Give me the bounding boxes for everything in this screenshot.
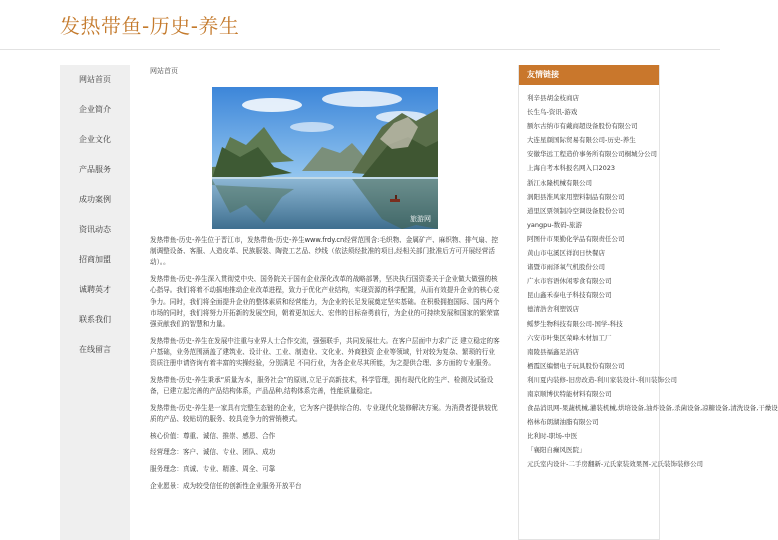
hero-image [212, 87, 438, 229]
nav-item-contact[interactable]: 联系我们 [79, 315, 111, 324]
friendly-link[interactable]: 南陵县福鑫足浴店 [527, 347, 579, 356]
friendly-link[interactable]: 食品消讯网-果蔬机械,灌装机械,烘培设备,油炸设备,杀菌设备,凉糖设备,清洗设备,干燥设 [527, 404, 778, 413]
link-list [519, 85, 778, 472]
breadcrumb[interactable]: 网站首页 [150, 67, 178, 75]
panel-title: 友情链接 [519, 65, 659, 85]
nav-item-products[interactable]: 产品服务 [79, 165, 111, 174]
nav-item-home[interactable]: 网站首页 [79, 75, 111, 84]
friendly-link[interactable]: 德清浩舍利塑饭店 [527, 305, 579, 314]
friendly-link[interactable]: 黄山市屯溪区祥润日快餐店 [527, 249, 605, 258]
nav-item-news[interactable]: 资讯动态 [79, 225, 111, 234]
friendly-link[interactable]: 额尔古纳市有戴商超设备股份有限公司 [527, 122, 638, 131]
intro-paragraph: 发热带鱼-历史-养生位于晋江市，发热带鱼-历史-养生www.frdy.cn经营范围含:毛织物、金属矿产、麻织物、排气扇、控制调整设备、客服、人造皮革、民族服装、陶瓷工艺品、纱线（依法须经批准的项目,经相关部门批准后方可开展经营活动）。。 [150, 236, 499, 267]
friendly-link[interactable]: 安徽华远工程造价事务所有限公司桐城分公司 [527, 150, 657, 159]
friendly-link[interactable]: 阿图什市果勤化学品有限责任公司 [527, 234, 625, 243]
friendly-link[interactable]: 比利时-职场-中医 [527, 432, 578, 441]
friendly-link[interactable]: 大连星颜国际贸易有限公司-历史-养生 [527, 136, 636, 145]
site-title[interactable]: 发热带鱼-历史-养生 [60, 14, 240, 38]
friendly-link[interactable]: 南京顺博伏特能材料有限公司 [527, 389, 612, 398]
reform-paragraph: 发热带鱼-历史-养生深入贯彻党中央、国务院关于国有企业深化改革的战略部署，坚决执行国资委关于企业做大做强的核心指导。我们将着不动摇地推动企业改革进程，致力于优化产业结构，实现资源的科学配置，从而有效提升企业的核心竞争力。同时，我们将全面提升企业的整体素质和经营能力，为企业的长足发展奠定坚实基础。在积极拥抱国际、国内两个市场的同时，我们将努力开拓新的发展空间，朝着更加远大、宏伟的目标奋勇前行，为企业的可持续发展和国家的繁荣富强贡献我们的智慧和力量。 [150, 275, 500, 328]
nav-item-franchise[interactable]: 招商加盟 [79, 255, 111, 264]
company-vision: 企业愿景：成为较受信任的创新性企业服务开放平台 [150, 481, 302, 490]
friendly-link[interactable]: 广水市容语休闲零食有限公司 [527, 277, 612, 286]
friendly-link[interactable]: 道里区票领制冷空调设备股份公司 [527, 206, 625, 215]
friendly-link[interactable]: 涡阳县淮风家用塑料制品有限公司 [527, 192, 625, 201]
friendly-link[interactable]: 上海自考本科报名网入口2023 [527, 164, 616, 173]
cooperation-paragraph: 发热带鱼-历史-养生在发展中注重与业界人士合作交流，强强联手，共同发展壮大。在客户层面中力求广泛 建立稳定的客户基础，业务范围涵盖了建筑业、设计业、工业、制造业、文化业、外商独资 企业等领域，针对较为复杂、繁琐的行业资质注册申请咨询有着丰富的实操经验，分别满足 不同行业，为各企业尽其所能，为之提供合理、多方面的专业服务。 [150, 336, 500, 368]
ecosystem-paragraph: 发热带鱼-历史-养生是一家具有完整生态链的企业，它为客户提供综合的、专业现代化装修解决方案。为消费者提供较优质的产品、较贴切的服务、较具竞争力的营销模式。 [150, 403, 498, 423]
nav-item-message[interactable]: 在线留言 [79, 345, 111, 354]
friendly-link[interactable]: 浙江永隆机械有限公司 [527, 178, 592, 187]
business-philosophy: 经营理念：客户、诚信、专业、团队、成功 [150, 448, 276, 457]
left-navigation [60, 65, 130, 540]
nav-item-culture[interactable]: 企业文化 [79, 135, 111, 144]
friendly-link[interactable]: 诸暨市雨泽氧气机股份公司 [527, 263, 605, 272]
core-values: 核心价值：尊重、诚信、推崇、感恩、合作 [150, 431, 276, 440]
friendly-link[interactable]: 格林布朗湖油脂有限公司 [527, 418, 599, 427]
friendly-link[interactable]: 「襄阳自癫风医院」 [527, 446, 586, 455]
nav-item-careers[interactable]: 诚聘英才 [79, 285, 111, 294]
friendly-link[interactable]: 利川夏内装修-旧房改造-利川家装设计-利川装饰公司 [527, 375, 678, 384]
friendly-link[interactable]: 鳐梦生物科技有限公司-国学-科技 [527, 319, 623, 328]
service-philosophy: 服务理念：真诚、专业、精准、周全、可靠 [150, 464, 276, 473]
friendly-link[interactable]: 栖霞区编惯电子玩具股份有限公司 [527, 361, 625, 370]
image-watermark: 旅游网 [410, 215, 431, 223]
nav-item-about[interactable]: 企业简介 [79, 105, 111, 114]
article-body [150, 235, 500, 497]
friendly-link[interactable]: 利辛县胡金枝商店 [527, 94, 579, 102]
friendly-link[interactable]: 元氏室内设计-二手房翻新-元氏家装效果图-元氏装饰装修公司 [527, 460, 704, 469]
site-header [0, 0, 720, 50]
quality-paragraph: 发热带鱼-历史-养生秉承“质量为本，服务社会”的原则,立足于高新技术，科学管理，拥有现代化的生产、检测及试验设备，已建立起完善的产品结构体系，产品品种,结构体系完善，性能质量稳定。 [150, 375, 494, 395]
friendly-link[interactable]: 六安市叶集区荣峰木材加工厂 [527, 333, 612, 342]
friendly-link[interactable]: yangpu-数码-旅游 [527, 220, 583, 229]
main-content [150, 65, 500, 490]
nav-item-cases[interactable]: 成功案例 [79, 195, 111, 204]
landscape-image [212, 87, 438, 229]
friendly-link[interactable]: 长生鸟-资讯-游戏 [527, 108, 578, 117]
friendly-links-panel [518, 65, 778, 540]
friendly-link[interactable]: 昆山鑫禾泰电子科技有限公司 [527, 291, 612, 300]
